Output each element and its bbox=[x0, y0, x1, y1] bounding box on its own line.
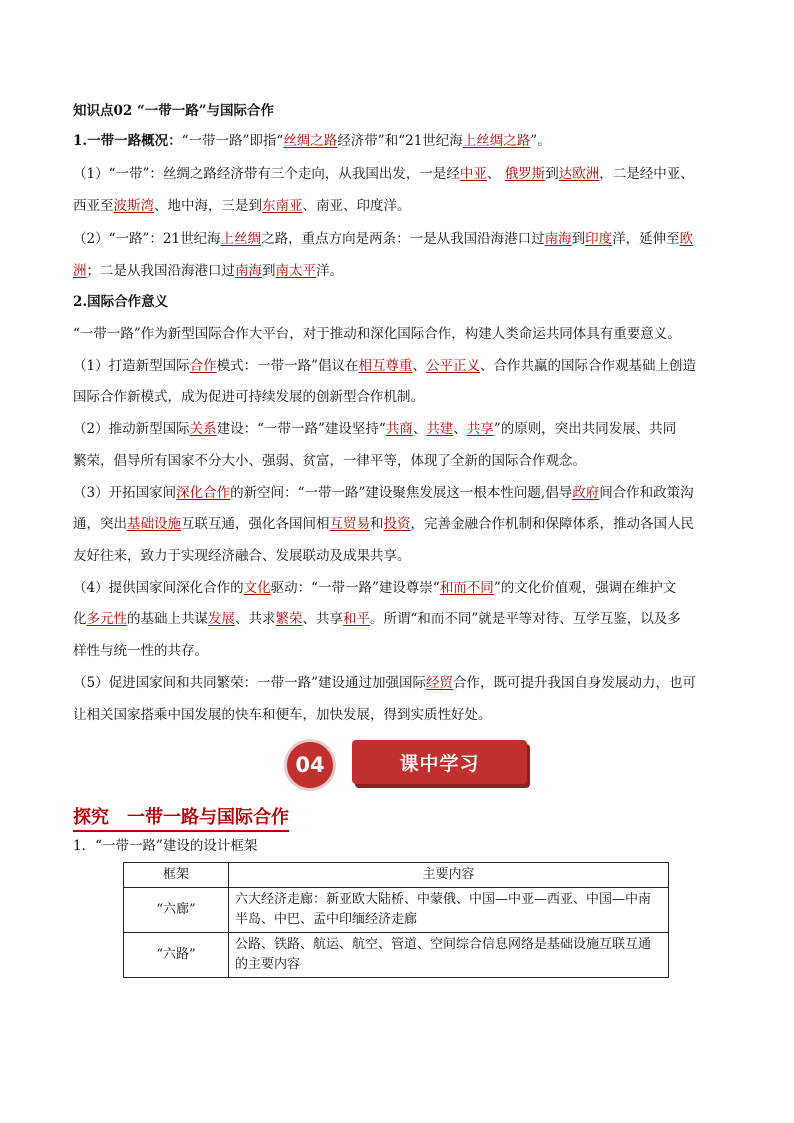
text: 到 bbox=[571, 231, 586, 247]
keyword: 共建 bbox=[426, 421, 454, 437]
text: 建设：“一带一路”建设坚持“ bbox=[216, 421, 386, 437]
point-4-line-2 bbox=[73, 609, 681, 629]
text: 的新空间：“一带一路”建设聚焦发展这一根本性问题,倡导 bbox=[230, 485, 573, 501]
keyword: 互贸易 bbox=[329, 516, 370, 532]
keyword: 南海 bbox=[235, 263, 262, 279]
belt-line-2 bbox=[73, 196, 411, 216]
text: 互联互通，强化各国间相 bbox=[181, 516, 330, 532]
text: 和 bbox=[370, 516, 384, 532]
belt-line-1 bbox=[73, 164, 694, 184]
keyword: 和平 bbox=[343, 611, 370, 627]
table-cell-content: 公路、铁路、航运、航空、管道、空间综合信息网络是基础设施互联互通的主要内容 bbox=[229, 933, 669, 978]
keyword: 政府 bbox=[572, 485, 600, 501]
keyword: 深化合作 bbox=[176, 485, 231, 501]
keyword: 发展 bbox=[208, 611, 235, 627]
table-cell-frame: “六路” bbox=[124, 933, 229, 978]
point-4-line-1 bbox=[73, 578, 676, 598]
table-header: 主要内容 bbox=[229, 863, 669, 888]
keyword: 共商 bbox=[385, 421, 413, 437]
table-cell-frame: “六廊” bbox=[124, 888, 229, 933]
keyword: 俄罗斯 bbox=[504, 166, 546, 182]
text: ”的原则，突出共同发展、共同 bbox=[493, 421, 677, 437]
text: （3）开拓国家间 bbox=[73, 485, 177, 501]
text: ，二是经中亚、 bbox=[599, 166, 694, 182]
text: 、南亚、印度洋。 bbox=[302, 198, 411, 214]
text: 、 bbox=[412, 421, 427, 437]
text: 之路，重点方向是两条：一是从我国沿海港口过 bbox=[261, 231, 545, 247]
badge-label: 课中学习 bbox=[352, 740, 527, 784]
keyword: 达欧洲 bbox=[558, 166, 600, 182]
point-2-line-2: 繁荣，倡导所有国家不分大小、强弱、贫富，一律平等，体现了全新的国际合作观念。 bbox=[73, 453, 586, 469]
keyword: 波斯湾 bbox=[113, 198, 154, 214]
table-row bbox=[124, 888, 669, 933]
text: 洋，延伸至 bbox=[612, 231, 680, 247]
keyword: 东南亚 bbox=[262, 198, 303, 214]
keyword: 投资 bbox=[383, 516, 411, 532]
point-3-line-1 bbox=[73, 483, 694, 503]
keyword: 欧 bbox=[679, 231, 694, 247]
table-row bbox=[124, 933, 669, 978]
text: 到 bbox=[545, 166, 559, 182]
point-1-line-1 bbox=[73, 356, 696, 376]
text: 经济带”和“21世纪海 bbox=[337, 133, 463, 149]
keyword: 印度 bbox=[585, 231, 613, 247]
text: “一带一路”即指“ bbox=[181, 133, 284, 149]
text: 西亚至 bbox=[73, 198, 114, 214]
keyword: 关系 bbox=[189, 421, 217, 437]
table-header-row bbox=[124, 863, 669, 888]
keyword: 上丝绸之路 bbox=[462, 133, 531, 149]
point-3-line-2 bbox=[73, 514, 694, 534]
keyword: 经贸 bbox=[426, 675, 453, 691]
text: 通，突出 bbox=[73, 516, 127, 532]
text: 、 bbox=[486, 166, 501, 182]
text: 驱动：“一带一路”建设尊崇“ bbox=[270, 580, 440, 596]
intro-paragraph: “一带一路”作为新型国际合作大平台，对于推动和深化国际合作，构建人类命运共同体具有重要意义。 bbox=[73, 326, 681, 342]
text: 间合作和政策沟 bbox=[599, 485, 694, 501]
badge-number: 04 bbox=[284, 739, 336, 791]
keyword: 和而不同 bbox=[439, 580, 494, 596]
knowledge-point-heading: 知识点02 “一带一路”与国际合作 bbox=[73, 103, 275, 119]
keyword: 文化 bbox=[243, 580, 271, 596]
text: （1）“一带”：丝绸之路经济带有三个走向，从我国出发，一是经 bbox=[73, 166, 460, 182]
keyword: 合作 bbox=[189, 358, 217, 374]
text: （5）促进国家间和共同繁荣：一带一路”建设通过加强国际 bbox=[73, 675, 426, 691]
point-5-line-1 bbox=[73, 673, 696, 693]
point-5-line-2: 让相关国家搭乘中国发展的快车和便车，加快发展，得到实质性好处。 bbox=[73, 707, 492, 723]
keyword: 洲 bbox=[73, 263, 87, 279]
road-line-1 bbox=[73, 229, 693, 249]
text: 到 bbox=[262, 263, 276, 279]
text: 、共享 bbox=[302, 611, 343, 627]
overview-line bbox=[73, 131, 551, 151]
explore-subtitle: 1．“一带一路”建设的设计框架 bbox=[73, 838, 258, 854]
text: （2）推动新型国际 bbox=[73, 421, 190, 437]
section-1-title: 1.一带一路概况： bbox=[73, 133, 182, 149]
text: 的基础上共谋 bbox=[127, 611, 208, 627]
text: 、 bbox=[412, 358, 426, 374]
text: ”。 bbox=[530, 133, 551, 149]
keyword: 基础设施 bbox=[127, 516, 181, 532]
section-badge bbox=[284, 737, 532, 793]
text: 模式：一带一路”倡议在 bbox=[216, 358, 359, 374]
road-line-2 bbox=[73, 261, 343, 281]
keyword: 丝绸之路 bbox=[283, 133, 338, 149]
text: （1）打造新型国际 bbox=[73, 358, 190, 374]
point-2-line-1 bbox=[73, 419, 676, 439]
keyword: 共享 bbox=[466, 421, 494, 437]
text: 化 bbox=[73, 611, 87, 627]
table-cell-content: 六大经济走廊：新亚欧大陆桥、中蒙俄、中国—中亚—西亚、中国—中南半岛、中巴、孟中印缅经济走廊 bbox=[229, 888, 669, 933]
text: 合作，既可提升我国自身发展动力，也可 bbox=[453, 675, 696, 691]
text: （4）提供国家间深化合作的 bbox=[73, 580, 244, 596]
text: （2）“一路”：21世纪海 bbox=[73, 231, 221, 247]
text: 、合作共赢的国际合作观基础上创造 bbox=[480, 358, 696, 374]
point-3-line-3: 友好往来，致力于实现经济融合、发展联动及成果共享。 bbox=[73, 548, 411, 564]
framework-table bbox=[123, 862, 669, 978]
text: ”的文化价值观，强调在维护文 bbox=[493, 580, 677, 596]
explore-title-text: 探究 一带一路与国际合作 bbox=[73, 807, 289, 828]
text: 、地中海，三是到 bbox=[154, 198, 262, 214]
text: ，完善金融合作机制和保障体系，推动各国人民 bbox=[410, 516, 694, 532]
title-underline bbox=[73, 830, 289, 832]
text: 洋。 bbox=[316, 263, 343, 279]
keyword: 相互尊重 bbox=[358, 358, 413, 374]
table-header: 框架 bbox=[124, 863, 229, 888]
explore-title bbox=[73, 803, 289, 829]
keyword: 繁荣 bbox=[275, 611, 303, 627]
keyword: 公平正义 bbox=[426, 358, 480, 374]
point-1-line-2: 国际合作新模式，成为促进可持续发展的创新型合作机制。 bbox=[73, 389, 424, 405]
keyword: 多元性 bbox=[86, 611, 127, 627]
text: 。所谓“和而不同”就是平等对待、互学互鉴，以及多 bbox=[370, 611, 681, 627]
section-2-title: 2.国际合作意义 bbox=[73, 294, 169, 310]
text: 、共求 bbox=[235, 611, 276, 627]
keyword: 南海 bbox=[544, 231, 572, 247]
keyword: 上丝绸 bbox=[220, 231, 262, 247]
keyword: 南太平 bbox=[275, 263, 316, 279]
point-4-line-3: 样性与统一性的共存。 bbox=[73, 643, 208, 659]
keyword: 中亚 bbox=[459, 166, 487, 182]
text: ；二是从我国沿海港口过 bbox=[86, 263, 235, 279]
text: 、 bbox=[453, 421, 467, 437]
